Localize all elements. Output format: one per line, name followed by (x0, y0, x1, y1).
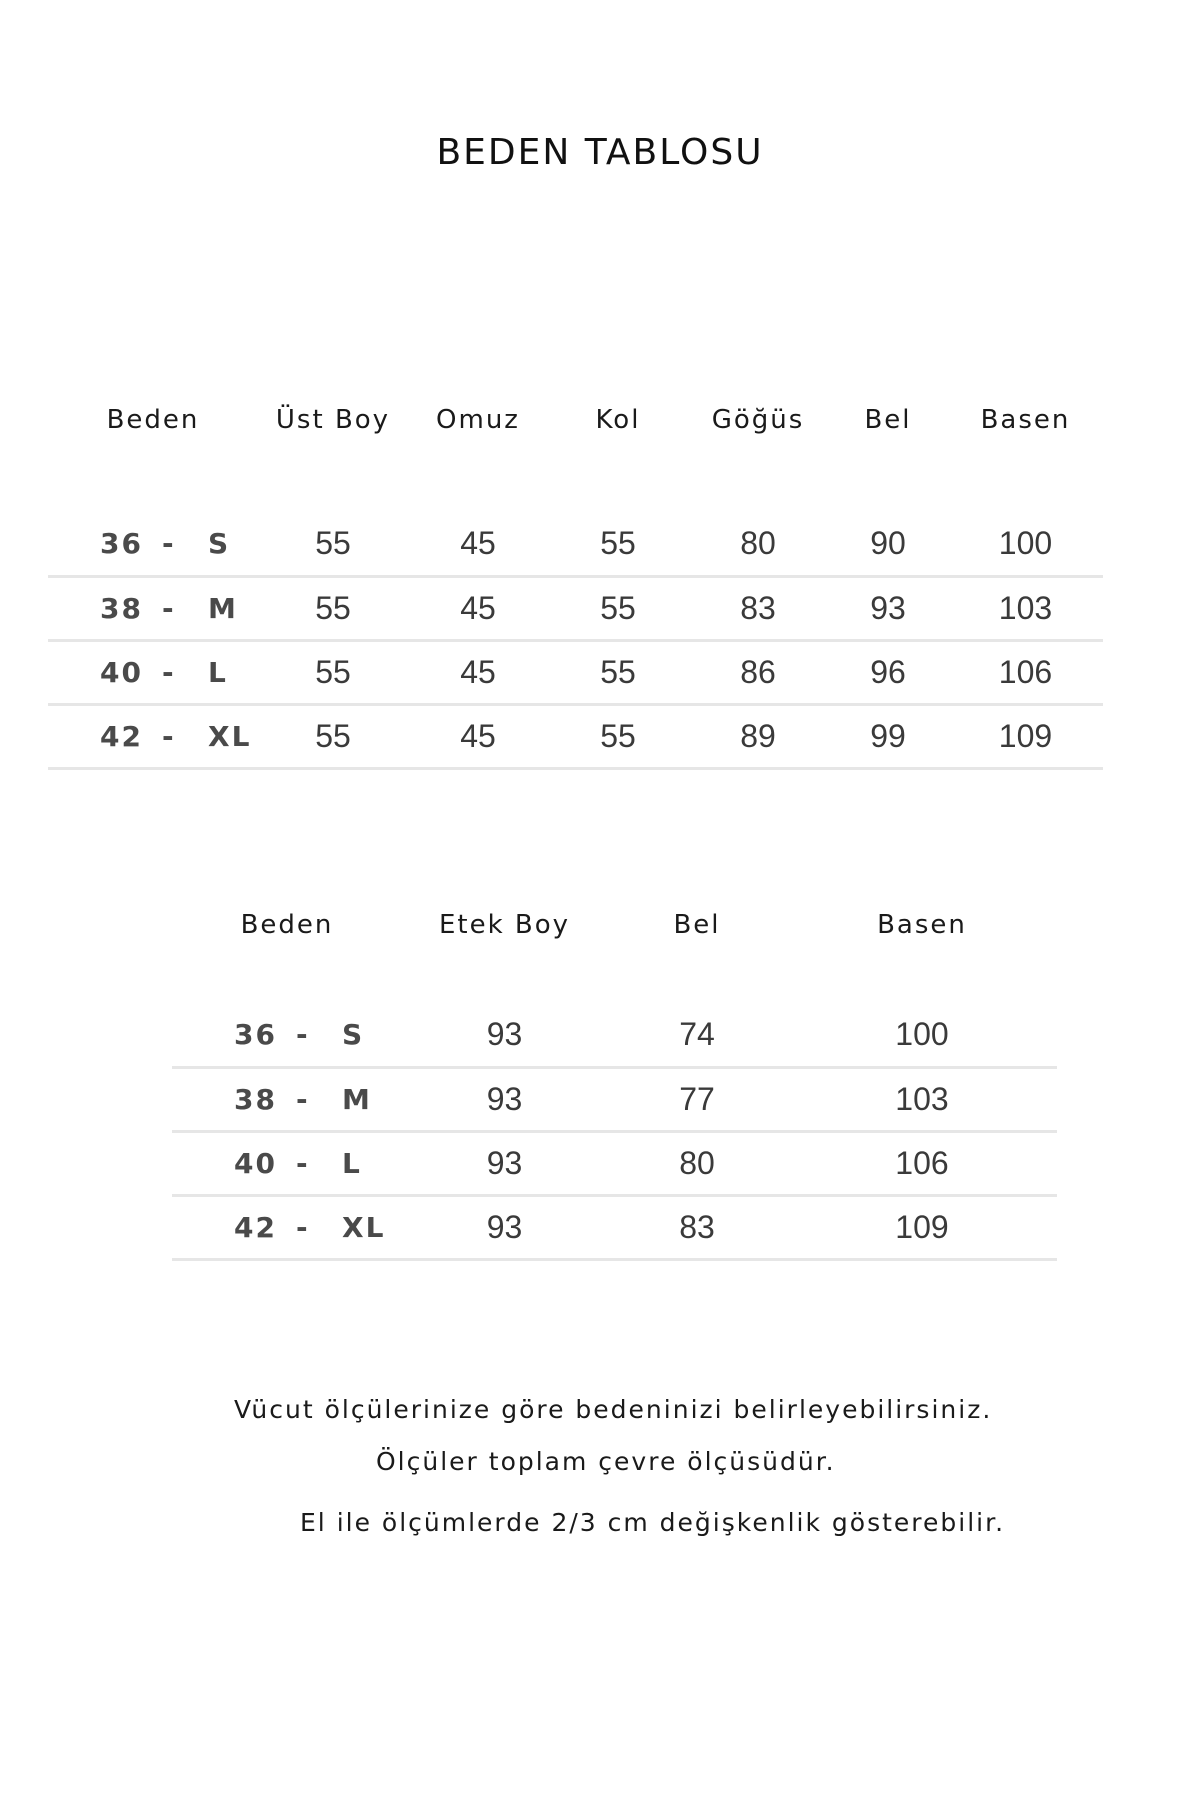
measurement-cell: 45 (408, 640, 548, 704)
measurement-cell: 89 (688, 704, 828, 768)
measurement-cell: 74 (607, 1003, 787, 1067)
table-header-row (48, 380, 1103, 460)
table-row (172, 1131, 1057, 1195)
size-number: 36 (100, 526, 143, 560)
measurement-cell: 55 (258, 576, 408, 640)
size-separator: - (296, 1146, 310, 1180)
measurement-cell: 93 (402, 1195, 607, 1259)
column-header: Basen (877, 910, 967, 940)
size-separator: - (162, 719, 176, 753)
measurement-cell: 55 (258, 704, 408, 768)
note-line: El ile ölçümlerde 2/3 cm değişkenlik gösterebilir. (300, 1508, 1006, 1537)
measurement-cell: 106 (948, 640, 1103, 704)
size-separator: - (162, 591, 176, 625)
page-title: BEDEN TABLOSU (436, 132, 764, 173)
size-letter: L (342, 1146, 362, 1180)
size-separator: - (162, 526, 176, 560)
size-letter: S (342, 1017, 365, 1051)
measurement-cell: 96 (828, 640, 948, 704)
column-header: Göğüs (711, 405, 805, 435)
measurement-cell: 109 (948, 704, 1103, 768)
table-header-row (172, 885, 1057, 965)
size-label (48, 512, 258, 576)
measurement-cell: 45 (408, 576, 548, 640)
column-header: Kol (595, 405, 641, 435)
measurement-cell: 109 (787, 1195, 1057, 1259)
size-number: 38 (100, 591, 143, 625)
measurement-cell: 93 (828, 576, 948, 640)
table-row (172, 1003, 1057, 1067)
size-label (48, 640, 258, 704)
measurement-cell: 99 (828, 704, 948, 768)
size-label (172, 1131, 402, 1195)
size-number: 42 (234, 1210, 277, 1244)
column-header: Beden (240, 910, 334, 940)
measurement-cell: 93 (402, 1067, 607, 1131)
measurement-cell: 100 (787, 1003, 1057, 1067)
measurement-cell: 103 (948, 576, 1103, 640)
size-label (48, 704, 258, 768)
measurement-cell: 83 (607, 1195, 787, 1259)
column-header: Üst Boy (275, 405, 391, 435)
column-header: Omuz (436, 405, 520, 435)
size-letter: XL (342, 1210, 386, 1244)
measurement-cell: 86 (688, 640, 828, 704)
note-line: Vücut ölçülerinize göre bedeninizi belirleyebilirsiniz. (234, 1395, 993, 1424)
measurement-cell: 77 (607, 1067, 787, 1131)
column-header: Bel (673, 910, 721, 940)
measurement-cell: 100 (948, 512, 1103, 576)
measurement-cell: 55 (548, 704, 688, 768)
size-letter: M (342, 1082, 372, 1116)
measurement-cell: 80 (607, 1131, 787, 1195)
measurement-cell: 45 (408, 704, 548, 768)
size-label (48, 576, 258, 640)
measurement-cell: 103 (787, 1067, 1057, 1131)
table-row (48, 704, 1103, 768)
table-row (48, 640, 1103, 704)
measurement-cell: 55 (548, 576, 688, 640)
measurement-cell: 90 (828, 512, 948, 576)
size-number: 40 (234, 1146, 277, 1180)
size-table-top (48, 380, 1103, 770)
size-letter: XL (208, 719, 252, 753)
measurement-cell: 55 (258, 512, 408, 576)
size-label (172, 1003, 402, 1067)
table-row (172, 1195, 1057, 1259)
size-separator: - (296, 1082, 310, 1116)
note-line: Ölçüler toplam çevre ölçüsüdür. (376, 1447, 836, 1476)
size-number: 38 (234, 1082, 277, 1116)
size-letter: M (208, 591, 238, 625)
size-label (172, 1195, 402, 1259)
measurement-cell: 55 (258, 640, 408, 704)
measurement-cell: 93 (402, 1003, 607, 1067)
size-separator: - (162, 655, 176, 689)
size-letter: S (208, 526, 231, 560)
measurement-cell: 45 (408, 512, 548, 576)
size-label (172, 1067, 402, 1131)
measurement-cell: 80 (688, 512, 828, 576)
size-letter: L (208, 655, 228, 689)
size-separator: - (296, 1210, 310, 1244)
measurement-cell: 55 (548, 640, 688, 704)
size-number: 36 (234, 1017, 277, 1051)
table-row (48, 576, 1103, 640)
measurement-cell: 83 (688, 576, 828, 640)
column-header: Bel (864, 405, 912, 435)
size-table-bottom (172, 885, 1057, 1261)
measurement-cell: 106 (787, 1131, 1057, 1195)
table-row (172, 1067, 1057, 1131)
measurement-cell: 93 (402, 1131, 607, 1195)
size-number: 42 (100, 719, 143, 753)
size-separator: - (296, 1017, 310, 1051)
measurement-cell: 55 (548, 512, 688, 576)
column-header: Beden (106, 405, 200, 435)
column-header: Etek Boy (438, 910, 571, 940)
column-header: Basen (980, 405, 1071, 435)
size-number: 40 (100, 655, 143, 689)
table-row (48, 512, 1103, 576)
